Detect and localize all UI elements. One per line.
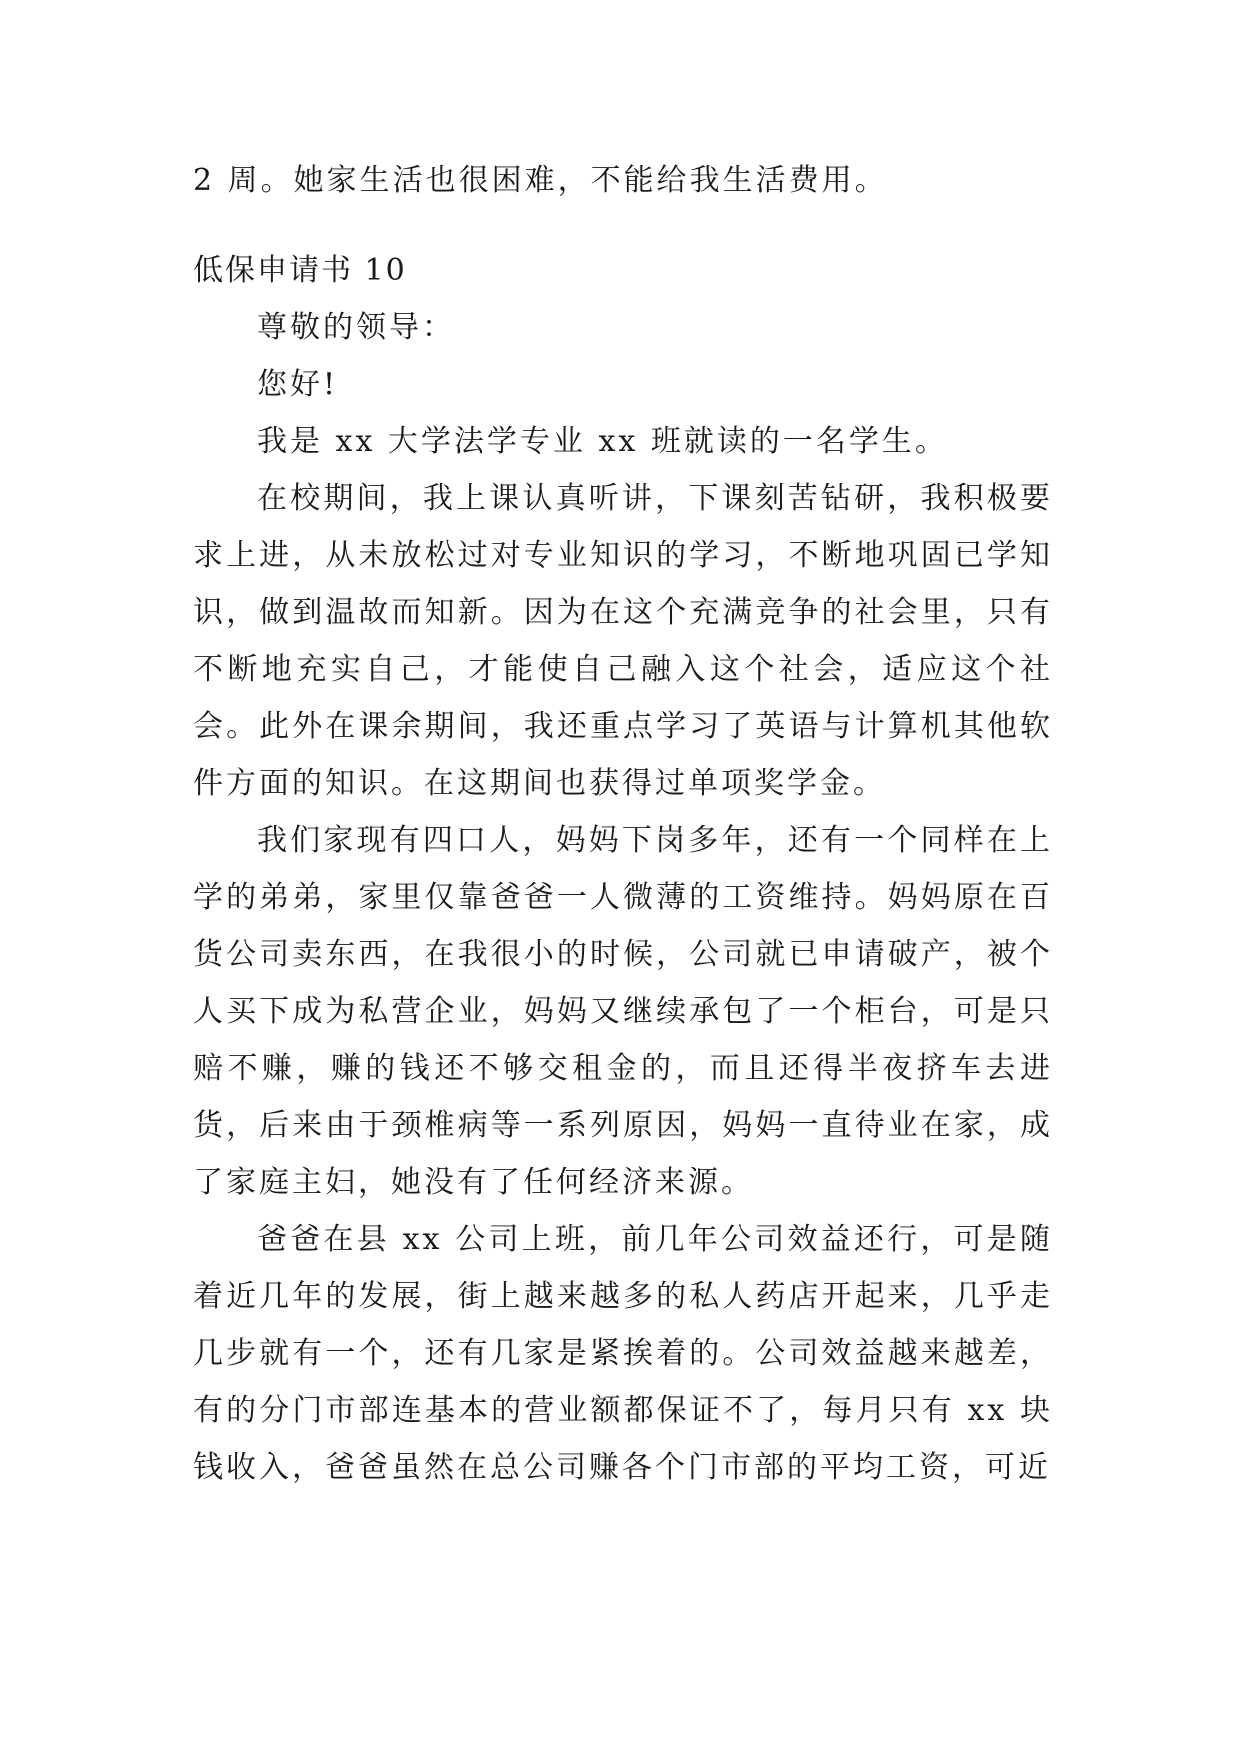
salutation: 尊敬的领导： <box>257 310 455 345</box>
section-title: 低保申请书 10 <box>193 253 407 288</box>
opening-line: 2 周。她家生活也很困难，不能给我生活费用。 <box>193 163 888 198</box>
paragraph-introduction: 我是 xx 大学法学专业 xx 班就读的一名学生。 <box>257 424 948 459</box>
paragraph-father: 爸爸在县 xx 公司上班，前几年公司效益还行，可是随着近几年的发展，街上越来越多的私人药店开起来，几乎走几步就有一个，还有几家是紧挨着的。公司效益越来越差，有的分门市部连基本的营业额都保证不了，每月只有 xx 块钱收入，爸爸虽然在总公司赚各个门市部的平均工资，可近 <box>193 1222 1053 1485</box>
paragraph-family: 我们家现有四口人，妈妈下岗多年，还有一个同样在上学的弟弟，家里仅靠爸爸一人微薄的工资维持。妈妈原在百货公司卖东西，在我很小的时候，公司就已申请破产，被个人买下成为私营企业，妈妈又继续承包了一个柜台，可是只赔不赚，赚的钱还不够交租金的，而且还得半夜挤车去进货，后来由于颈椎病等一系列原因，妈妈一直待业在家，成了家庭主妇，她没有了任何经济来源。 <box>193 823 1053 1200</box>
greeting: 您好! <box>257 367 339 402</box>
document-body <box>193 152 1053 1496</box>
paragraph-study: 在校期间，我上课认真听讲，下课刻苦钻研，我积极要求上进，从未放松过对专业知识的学习，不断地巩固已学知识，做到温故而知新。因为在这个充满竞争的社会里，只有不断地充实自己，才能使自己融入这个社会，适应这个社会。此外在课余期间，我还重点学习了英语与计算机其他软件方面的知识。在这期间也获得过单项奖学金。 <box>193 481 1053 801</box>
